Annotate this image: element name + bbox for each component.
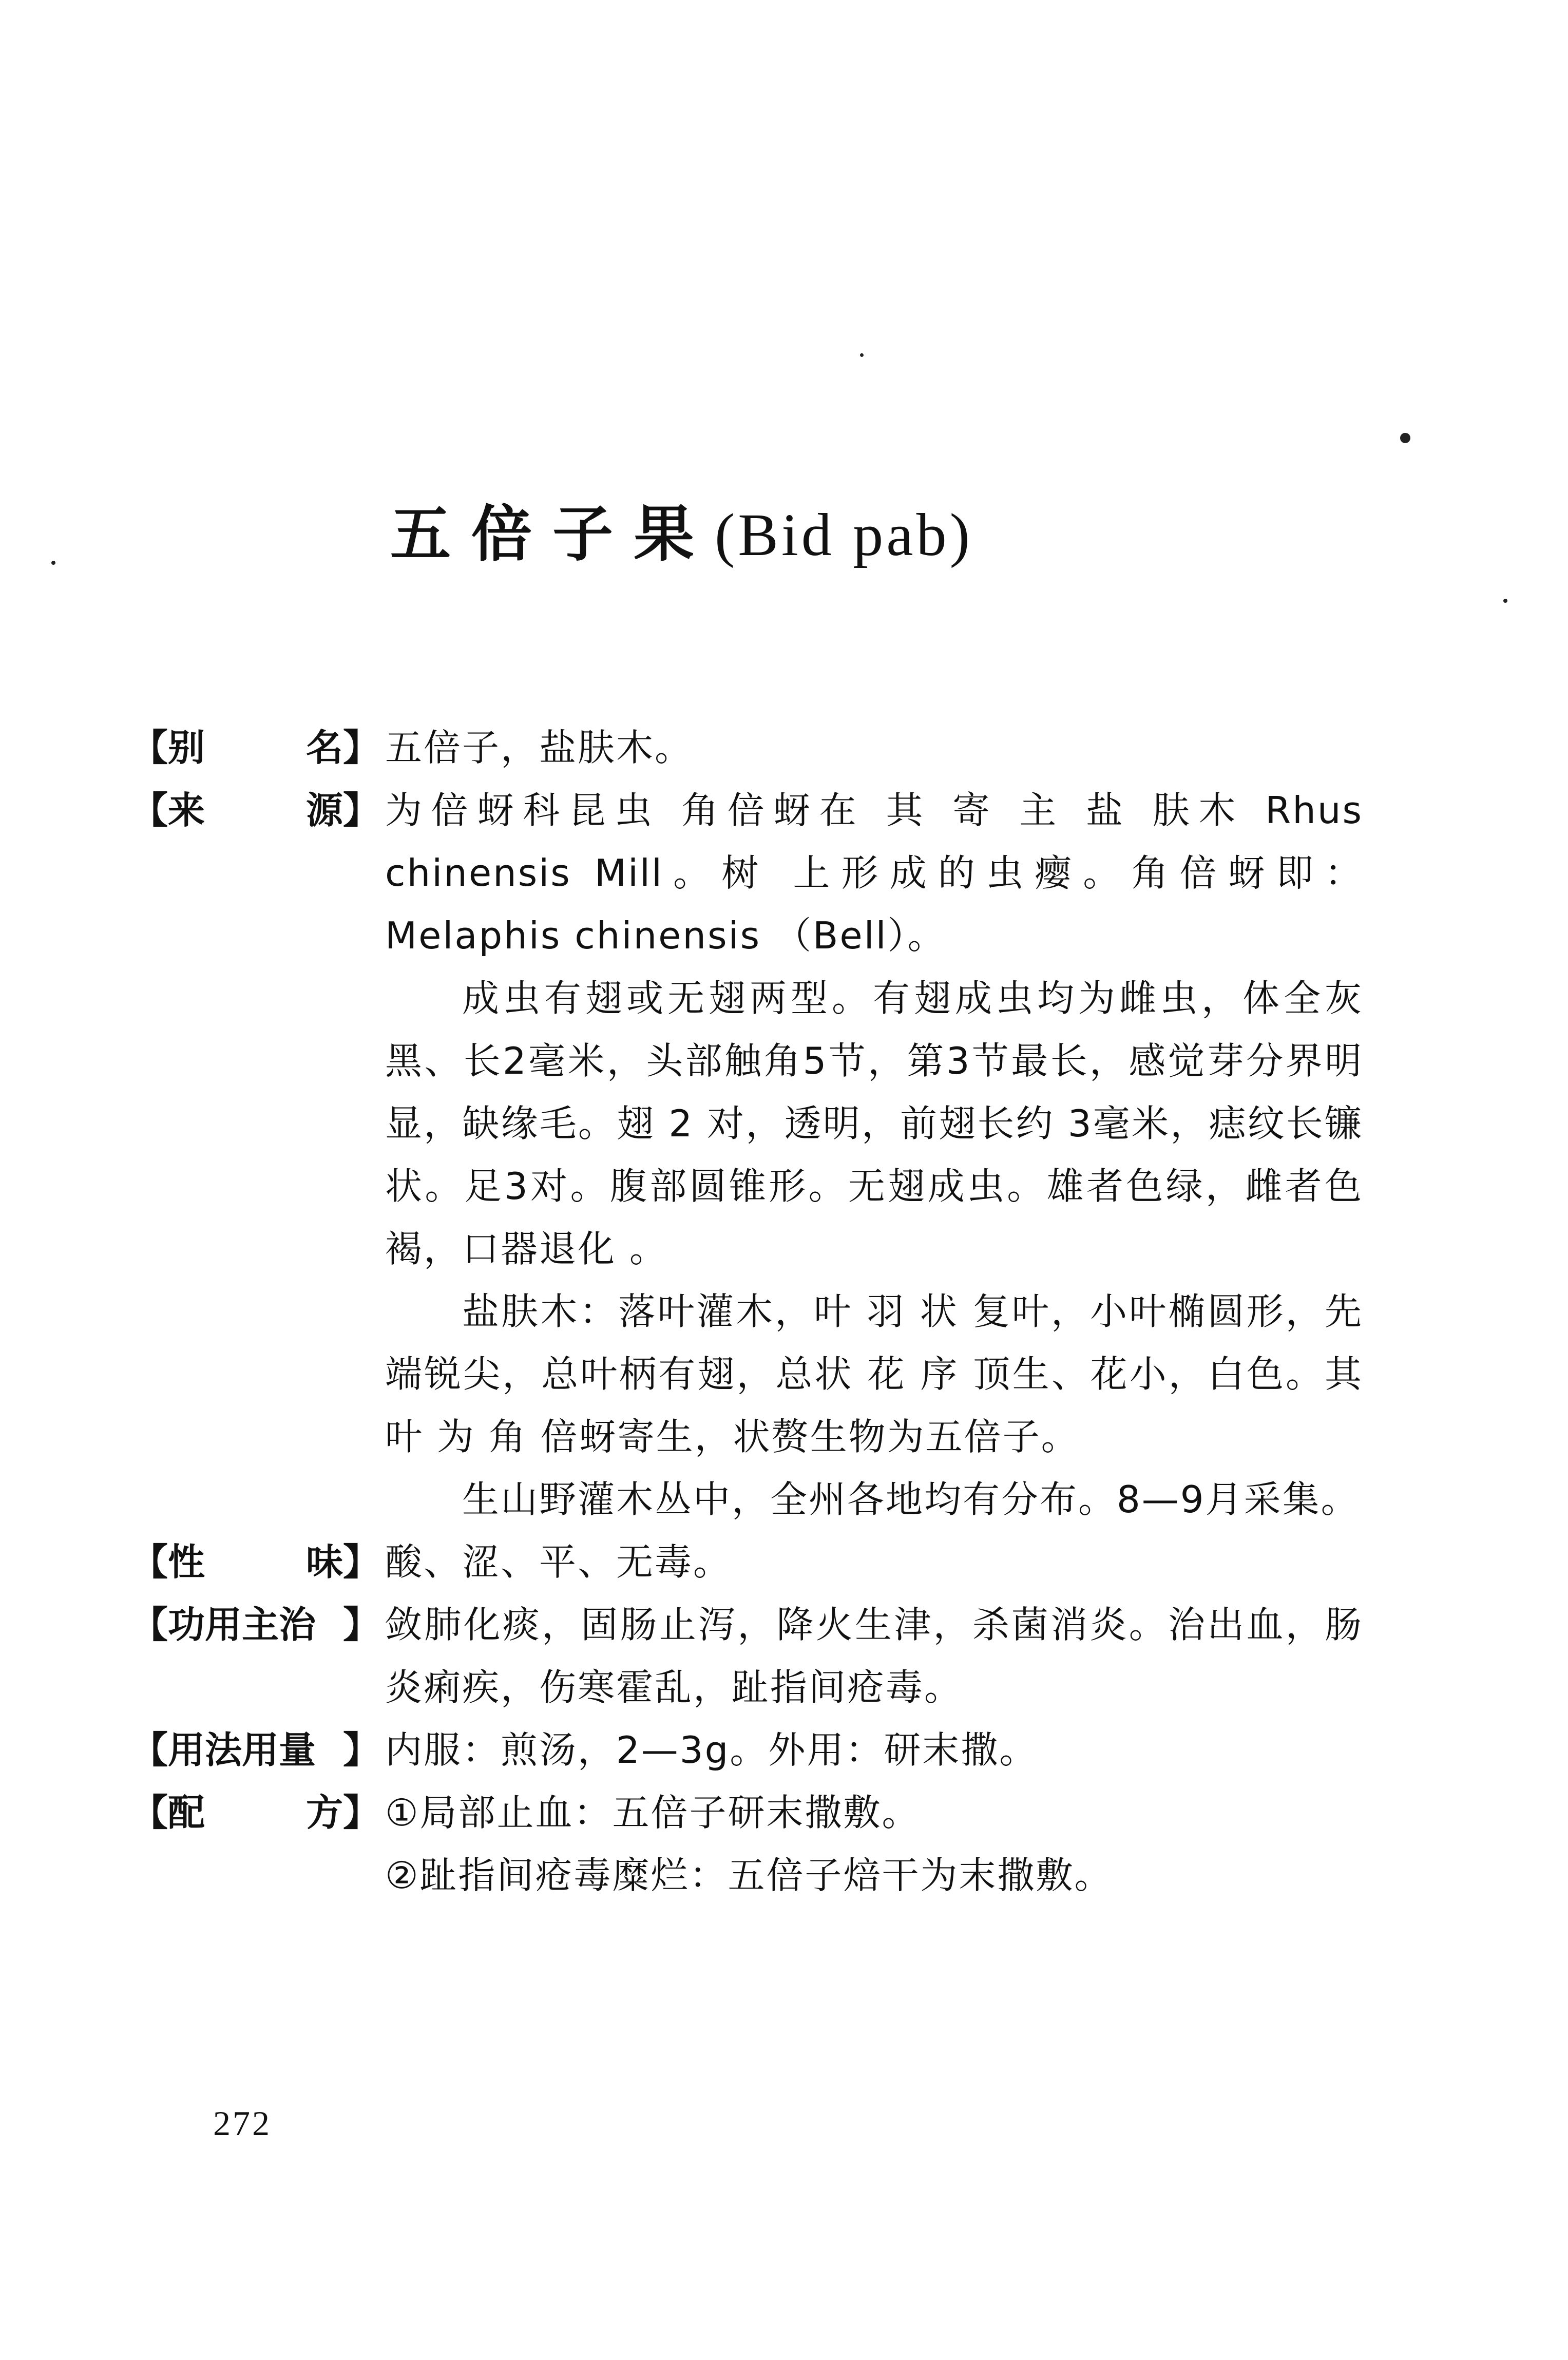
entry-taste [131,1531,1363,1593]
label-char-b: 名 [305,726,343,769]
entry-body [385,716,1363,779]
label-open-bracket: 【 [131,1791,168,1834]
entry-label [131,716,385,779]
label-char-a: 别 [168,726,205,769]
label-close-bracket: 】 [342,1791,380,1834]
print-speck [860,353,864,357]
label-close-bracket: 】 [342,1728,380,1772]
entry-indications [131,1593,1363,1719]
label-char-b: 方 [305,1791,343,1834]
entry-prescription [131,1781,1363,1907]
entry-body [385,1781,1363,1907]
title-chinese: 五倍子果 [390,499,715,569]
entry-dosage [131,1719,1363,1781]
label-char-a: 配 [168,1791,205,1834]
label-open-bracket: 【 [131,1728,168,1772]
entry-paragraph: 成虫有翅或无翅两型。有翅成虫均为雌虫，体全灰黑、长2毫米，头部触角5节，第3节最长，感觉芽分界明显，缺缘毛。翅 2 对，透明，前翅长约 3毫米，痣纹长镰状。足3对。腹部圆锥形。无翅成虫。雄者色绿，雌者色褐，口器退化 。 [385,977,1363,1270]
entry-paragraph: ①局部止血：五倍子研末撒敷。 [385,1791,921,1834]
entry-body [385,779,1363,1531]
entry-list [131,716,1363,1907]
label-char-a: 功用主治 [168,1603,316,1646]
label-char-b: 源 [305,789,343,832]
entry-paragraph: 为倍蚜科昆虫 角倍蚜在 其 寄 主 盐 肤木 Rhus chinensis Mill。树 上形成的虫瘿。角倍蚜即： Melaphis chinensis （Bell）。 [385,789,1363,957]
entry-label [131,1531,385,1593]
entry-paragraph: 敛肺化痰，固肠止泻，降火生津，杀菌消炎。治出血，肠炎痢疾，伤寒霍乱，趾指间疮毒。 [385,1603,1363,1709]
print-speck [1503,599,1507,603]
entry-body [385,1593,1363,1719]
label-open-bracket: 【 [131,726,168,769]
label-char-b: 味 [305,1540,343,1584]
entry-alias [131,716,1363,779]
label-char-a: 用法用量 [168,1728,316,1772]
label-open-bracket: 【 [131,789,168,832]
label-close-bracket: 】 [342,789,380,832]
entry-paragraph: 生山野灌木丛中，全州各地均有分布。8—9月采集。 [462,1478,1360,1521]
entry-paragraph: 酸、涩、平、无毒。 [385,1540,732,1584]
entry-body [385,1719,1363,1781]
page-number: 272 [213,2104,272,2143]
entry-label [131,1719,385,1781]
entry-paragraph: 盐肤木：落叶灌木，叶 羽 状 复叶，小叶椭圆形，先端锐尖，总叶柄有翅，总状 花 序 顶生、花小，白色。其叶 为 角 倍蚜寄生，状赘生物为五倍子。 [385,1290,1363,1458]
label-close-bracket: 】 [342,726,380,769]
label-open-bracket: 【 [131,1603,168,1646]
entry-paragraph: 五倍子，盐肤木。 [385,726,694,769]
entry-label [131,1781,385,1844]
label-char-a: 来 [168,789,205,832]
entry-label [131,1593,385,1656]
entry-source [131,779,1363,1531]
entry-body [385,1531,1363,1593]
entry-paragraph: 内服：煎汤，2—3g。外用：研末撒。 [385,1728,1038,1772]
entry-paragraph: ②趾指间疮毒糜烂：五倍子焙干为末撒敷。 [385,1854,1113,1897]
title-latin: (Bid pab) [715,501,973,568]
label-close-bracket: 】 [342,1540,380,1584]
entry-label [131,779,385,842]
label-close-bracket: 】 [342,1603,380,1646]
print-speck [1400,433,1410,443]
page-title [390,493,973,576]
print-speck [51,561,55,565]
label-open-bracket: 【 [131,1540,168,1584]
label-char-a: 性 [168,1540,205,1584]
